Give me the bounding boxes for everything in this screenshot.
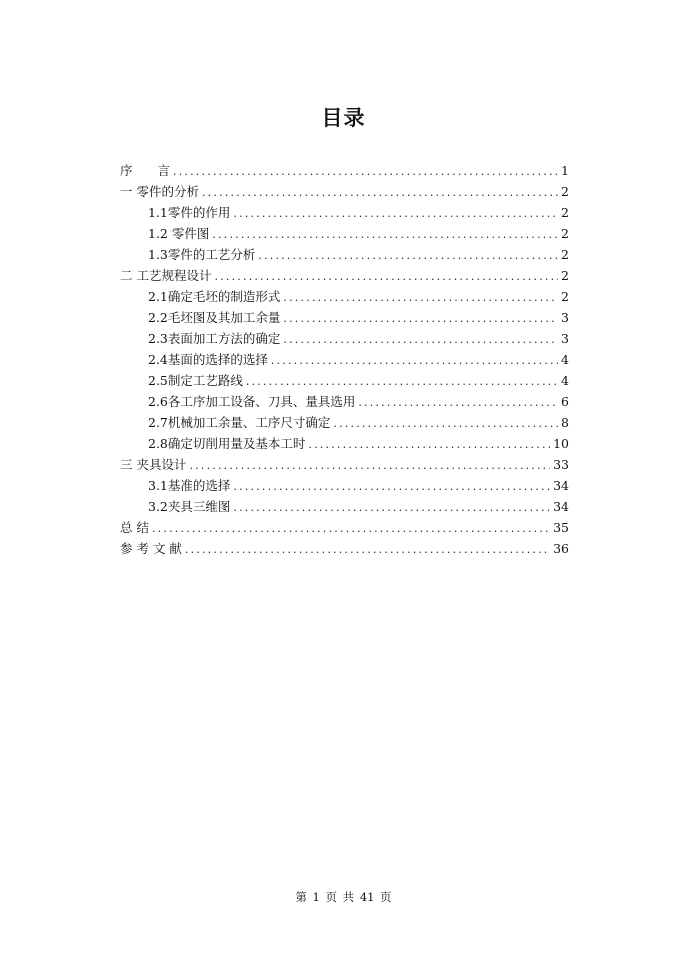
page-footer: 第 1 页 共 41 页 — [295, 890, 392, 904]
toc-entry-label: 2.8确定切削用量及基本工时 — [148, 436, 306, 451]
toc-entry-label: 2.5制定工艺路线 — [148, 373, 243, 388]
toc-entry-label: 1.2 零件图 — [148, 226, 210, 241]
toc-entry-page-number: 2 — [561, 205, 569, 220]
toc-entry[interactable] — [120, 181, 569, 202]
toc-entry[interactable] — [120, 307, 569, 328]
toc-dot-leader — [233, 476, 550, 497]
toc-dot-leader — [214, 266, 558, 287]
toc-dot-leader — [283, 308, 558, 329]
toc-entry-page-number: 34 — [553, 499, 569, 514]
toc-entry-label: 一 零件的分析 — [120, 184, 199, 199]
toc-entry-page-number: 2 — [561, 184, 569, 199]
toc-dot-leader — [185, 539, 550, 560]
toc-entry-page-number: 10 — [553, 436, 569, 451]
toc-entry[interactable] — [120, 475, 569, 496]
toc-entry-page-number: 2 — [561, 289, 569, 304]
toc-entry[interactable] — [120, 160, 569, 181]
toc-entry-page-number: 2 — [561, 226, 569, 241]
toc-dot-leader — [212, 224, 558, 245]
toc-dot-leader — [173, 161, 558, 182]
toc-entry[interactable] — [120, 286, 569, 307]
toc-entry-label: 3.2夹具三维图 — [148, 499, 231, 514]
toc-entry-page-number: 3 — [561, 310, 569, 325]
toc-entry[interactable] — [120, 202, 569, 223]
toc-entry[interactable] — [120, 370, 569, 391]
toc-dot-leader — [202, 182, 558, 203]
toc-entry-label: 1.3零件的工艺分析 — [148, 247, 256, 262]
toc-entry-label: 2.6各工序加工设备、刀具、量具选用 — [148, 394, 356, 409]
toc-entry[interactable] — [120, 265, 569, 286]
toc-entry[interactable] — [120, 433, 569, 454]
toc-entry-label: 2.3表面加工方法的确定 — [148, 331, 281, 346]
toc-entry-label: 2.4基面的选择的选择 — [148, 352, 268, 367]
toc-entry-page-number: 8 — [561, 415, 569, 430]
toc-entry-page-number: 35 — [553, 520, 569, 535]
toc-dot-leader — [189, 455, 550, 476]
toc-dot-leader — [308, 434, 550, 455]
toc-entry-label: 参 考 文 献 — [120, 541, 182, 556]
toc-dot-leader — [333, 413, 558, 434]
toc-entry-label: 二 工艺规程设计 — [120, 268, 212, 283]
toc-entry[interactable] — [120, 454, 569, 475]
toc-entry[interactable] — [120, 517, 569, 538]
toc-entry[interactable] — [120, 244, 569, 265]
toc-entry[interactable] — [120, 538, 569, 559]
toc-entry-page-number: 4 — [561, 352, 569, 367]
toc-entry-label: 1.1零件的作用 — [148, 205, 231, 220]
toc-entry[interactable] — [120, 349, 569, 370]
toc-entry-label: 总 结 — [120, 520, 149, 535]
toc-dot-leader — [246, 371, 558, 392]
toc-dot-leader — [283, 329, 558, 350]
page-title: 目录 — [321, 106, 366, 130]
toc-entry[interactable] — [120, 223, 569, 244]
toc-entry-page-number: 33 — [553, 457, 569, 472]
toc-dot-leader — [283, 287, 558, 308]
toc-entry-label: 2.1确定毛坯的制造形式 — [148, 289, 281, 304]
toc-entry-page-number: 2 — [561, 268, 569, 283]
toc-dot-leader — [152, 518, 550, 539]
toc-entry[interactable] — [120, 412, 569, 433]
toc-entry-page-number: 3 — [561, 331, 569, 346]
toc-entry-page-number: 36 — [553, 541, 569, 556]
toc-entry-label: 2.2毛坯图及其加工余量 — [148, 310, 281, 325]
toc-entry-page-number: 6 — [561, 394, 569, 409]
toc-entry-label: 序 言 — [120, 163, 171, 178]
toc-entry-label: 2.7机械加工余量、工序尺寸确定 — [148, 415, 331, 430]
toc-entry[interactable] — [120, 328, 569, 349]
toc-entry-label: 3.1基准的选择 — [148, 478, 231, 493]
toc-entry-page-number: 4 — [561, 373, 569, 388]
toc-entry[interactable] — [120, 391, 569, 412]
toc-entry-page-number: 34 — [553, 478, 569, 493]
toc-entry-page-number: 2 — [561, 247, 569, 262]
toc-dot-leader — [358, 392, 558, 413]
toc-entry-label: 三 夹具设计 — [120, 457, 187, 472]
toc-dot-leader — [271, 350, 558, 371]
toc-dot-leader — [233, 497, 550, 518]
toc-entry[interactable] — [120, 496, 569, 517]
toc-entry-page-number: 1 — [561, 163, 569, 178]
toc-dot-leader — [258, 245, 558, 266]
toc-dot-leader — [233, 203, 558, 224]
table-of-contents — [120, 160, 569, 559]
